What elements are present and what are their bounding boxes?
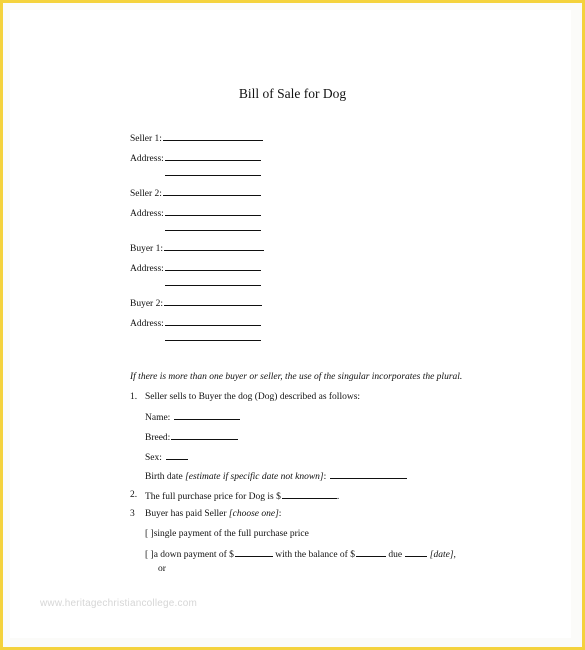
seller-1-address-line-2 bbox=[165, 175, 261, 176]
buyer-1-address-line bbox=[165, 261, 261, 271]
watermark: www.heritagechristiancollege.com bbox=[40, 598, 198, 609]
buyer-1-line bbox=[164, 241, 264, 251]
or-text: or bbox=[158, 564, 166, 574]
seller-1-address-label: Address: bbox=[130, 151, 261, 165]
plural-note: If there is more than one buyer or seller, the use of the singular incorporates the plural. bbox=[130, 372, 463, 382]
buyer-2-address-label: Address: bbox=[130, 316, 261, 330]
buyer-1-label: Buyer 1: bbox=[130, 241, 264, 255]
due-line bbox=[405, 547, 427, 557]
document-page bbox=[10, 10, 571, 638]
clause-2-text: The full purchase price for Dog is $ . bbox=[145, 489, 339, 503]
dog-birth-date-label: Birth date [estimate if specific date not known]: bbox=[145, 469, 407, 483]
seller-2-line bbox=[163, 186, 261, 196]
buyer-2-address-line bbox=[165, 316, 261, 326]
purchase-price-line bbox=[282, 489, 337, 499]
clause-3-number: 3 bbox=[130, 509, 135, 519]
dog-sex-line bbox=[166, 450, 188, 460]
clause-3-text: Buyer has paid Seller [choose one]: bbox=[145, 509, 282, 519]
buyer-2-address-line-2 bbox=[165, 340, 261, 341]
down-payment-line bbox=[235, 547, 273, 557]
dog-breed-line bbox=[171, 430, 238, 440]
dog-breed-label: Breed: bbox=[145, 430, 238, 444]
buyer-2-label: Buyer 2: bbox=[130, 296, 262, 310]
dog-birth-date-line bbox=[330, 469, 407, 479]
document-title: Bill of Sale for Dog bbox=[238, 86, 347, 101]
seller-1-address-line bbox=[165, 151, 261, 161]
buyer-1-address-line-2 bbox=[165, 285, 261, 286]
option-down-payment: [ ]a down payment of $ with the balance of $ due [date], bbox=[145, 547, 456, 561]
seller-1-line bbox=[163, 131, 263, 141]
dog-name-line bbox=[174, 410, 240, 420]
option-single-payment: [ ]single payment of the full purchase price bbox=[145, 529, 309, 539]
clause-1-text: Seller sells to Buyer the dog (Dog) described as follows: bbox=[145, 392, 361, 402]
seller-2-address-line bbox=[165, 206, 261, 216]
dog-name-label: Name: bbox=[145, 410, 240, 424]
clause-2-number: 2. bbox=[130, 490, 138, 500]
seller-1-label: Seller 1: bbox=[130, 131, 263, 145]
buyer-2-line bbox=[164, 296, 262, 306]
seller-2-address-label: Address: bbox=[130, 206, 261, 220]
seller-2-address-line-2 bbox=[165, 230, 261, 231]
seller-2-label: Seller 2: bbox=[130, 186, 261, 200]
buyer-1-address-label: Address: bbox=[130, 261, 261, 275]
balance-line bbox=[356, 547, 386, 557]
dog-sex-label: Sex: bbox=[145, 450, 188, 464]
clause-1-number: 1. bbox=[130, 392, 138, 402]
